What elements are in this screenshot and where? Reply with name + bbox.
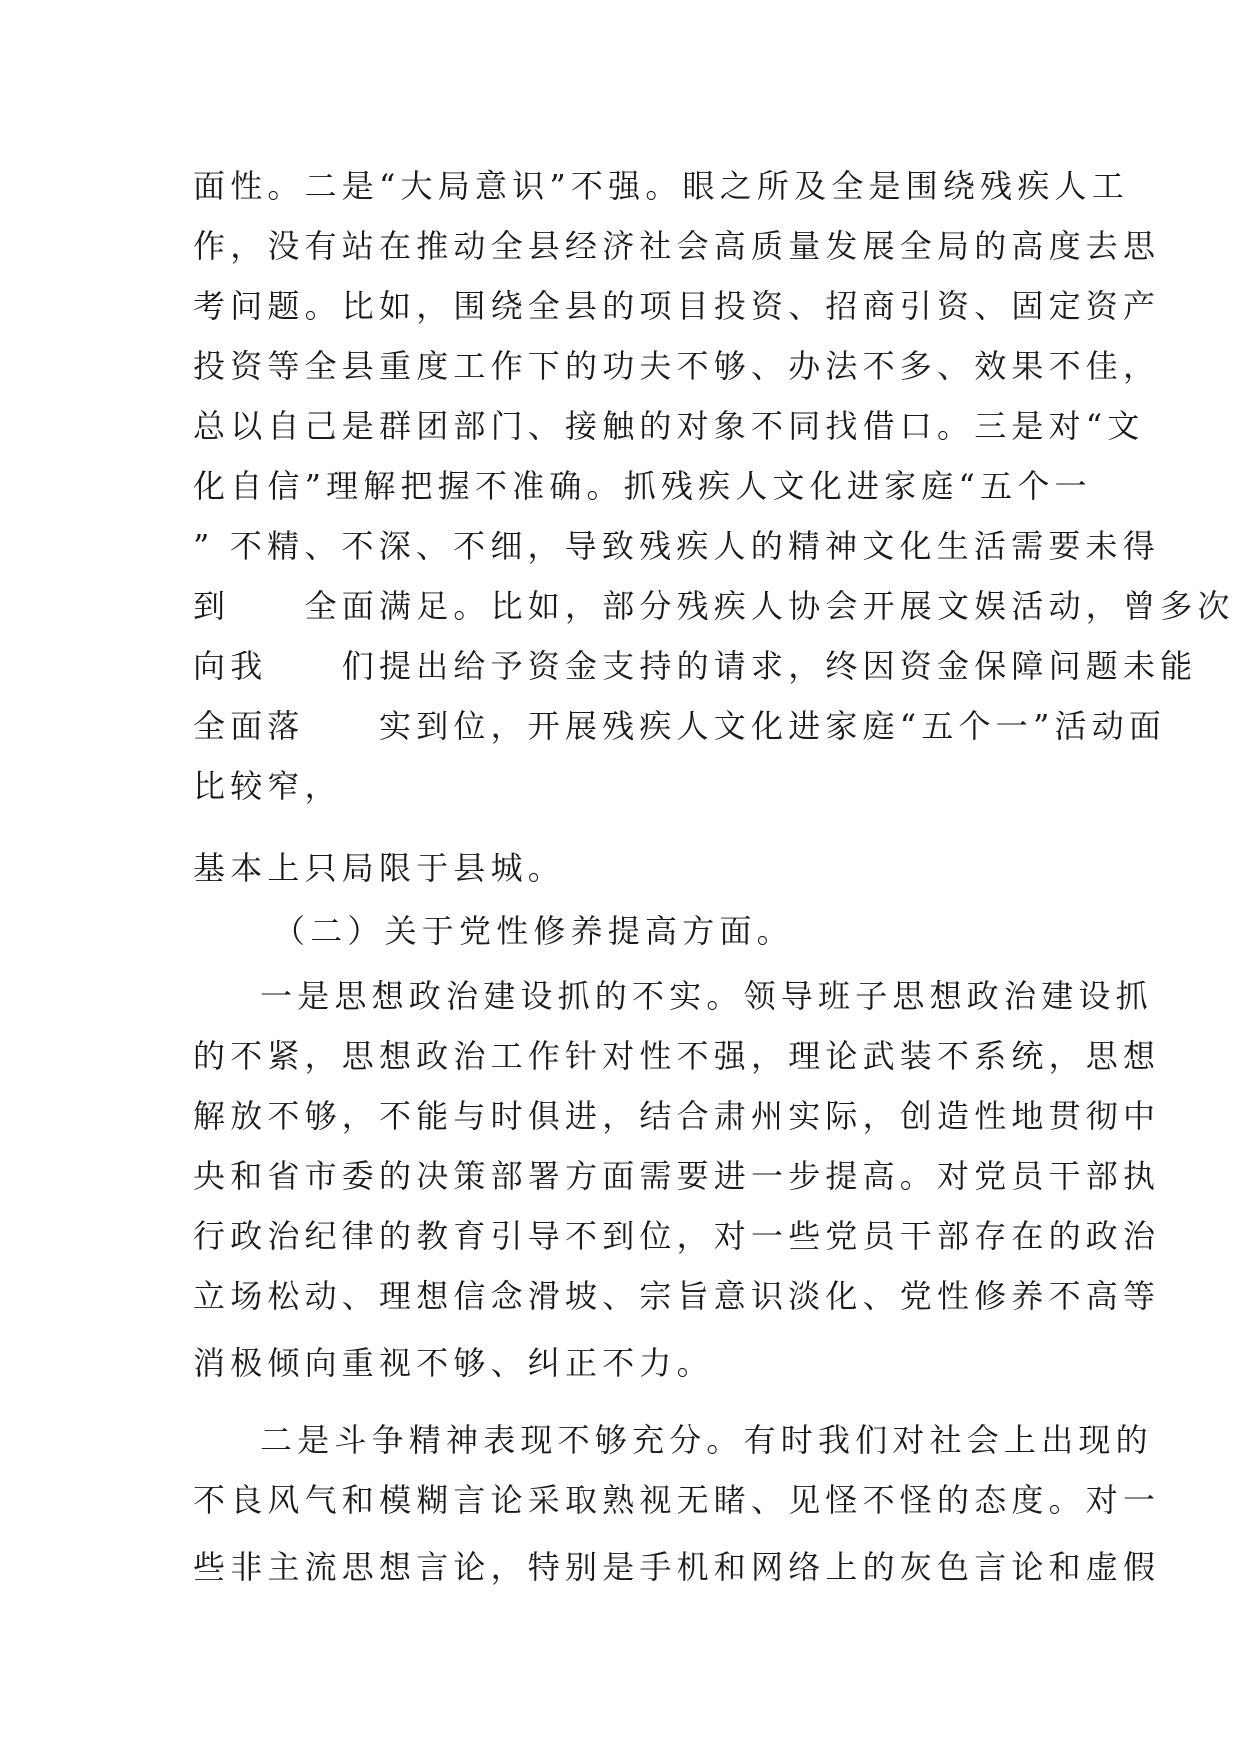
text-line: 基本上只局限于县城。: [193, 849, 566, 887]
text-line: 面性。二是“大局意识”不强。眼之所及全是围绕残疾人工: [193, 167, 1129, 205]
text-line: 全面落 实到位，开展残疾人文化进家庭“五个一”活动面: [193, 707, 1167, 745]
text-line: 解放不够，不能与时俱进，结合肃州实际，创造性地贯彻中: [193, 1097, 1161, 1135]
text-line: 比较窄，: [193, 767, 342, 805]
text-line: 向我 们提出给予资金支持的请求，终因资金保障问题未能: [193, 647, 1198, 685]
text-line: 不良风气和模糊言论采取熟视无睹、见怪不怪的态度。对一: [193, 1481, 1161, 1519]
text-line: 央和省市委的决策部署方面需要进一步提高。对党员干部执: [193, 1157, 1161, 1195]
text-line: 化自信”理解把握不准确。抓残疾人文化进家庭“五个一: [193, 467, 1092, 505]
section-heading: （二）关于党性修养提高方面。: [273, 912, 794, 950]
text-line: 行政治纪律的教育引导不到位，对一些党员干部存在的政治: [193, 1217, 1161, 1255]
text-line: 作，没有站在推动全县经济社会高质量发展全局的高度去思: [193, 227, 1161, 265]
paragraph-start-line: 一是思想政治建设抓的不实。领导班子思想政治建设抓: [260, 977, 1153, 1015]
text-line: 的不紧，思想政治工作针对性不强，理论武装不系统，思想: [193, 1037, 1161, 1075]
text-line: ” 不精、不深、不细，导致残疾人的精神文化生活需要未得: [193, 527, 1160, 565]
text-line: 总以自己是群团部门、接触的对象不同找借口。三是对“文: [193, 407, 1145, 445]
text-line: 投资等全县重度工作下的功夫不够、办法不多、效果不佳，: [193, 347, 1161, 385]
text-line: 消极倾向重视不够、纠正不力。: [193, 1344, 714, 1382]
text-line: 考问题。比如，围绕全县的项目投资、招商引资、固定资产: [193, 287, 1161, 325]
paragraph-start-line: 二是斗争精神表现不够充分。有时我们对社会上出现的: [260, 1421, 1153, 1459]
text-line: 些非主流思想言论，特别是手机和网络上的灰色言论和虚假: [193, 1548, 1161, 1586]
text-line: 到 全面满足。比如，部分残疾人协会开展文娱活动，曾多次: [193, 587, 1235, 625]
text-line: 立场松动、理想信念滑坡、宗旨意识淡化、党性修养不高等: [193, 1277, 1161, 1315]
